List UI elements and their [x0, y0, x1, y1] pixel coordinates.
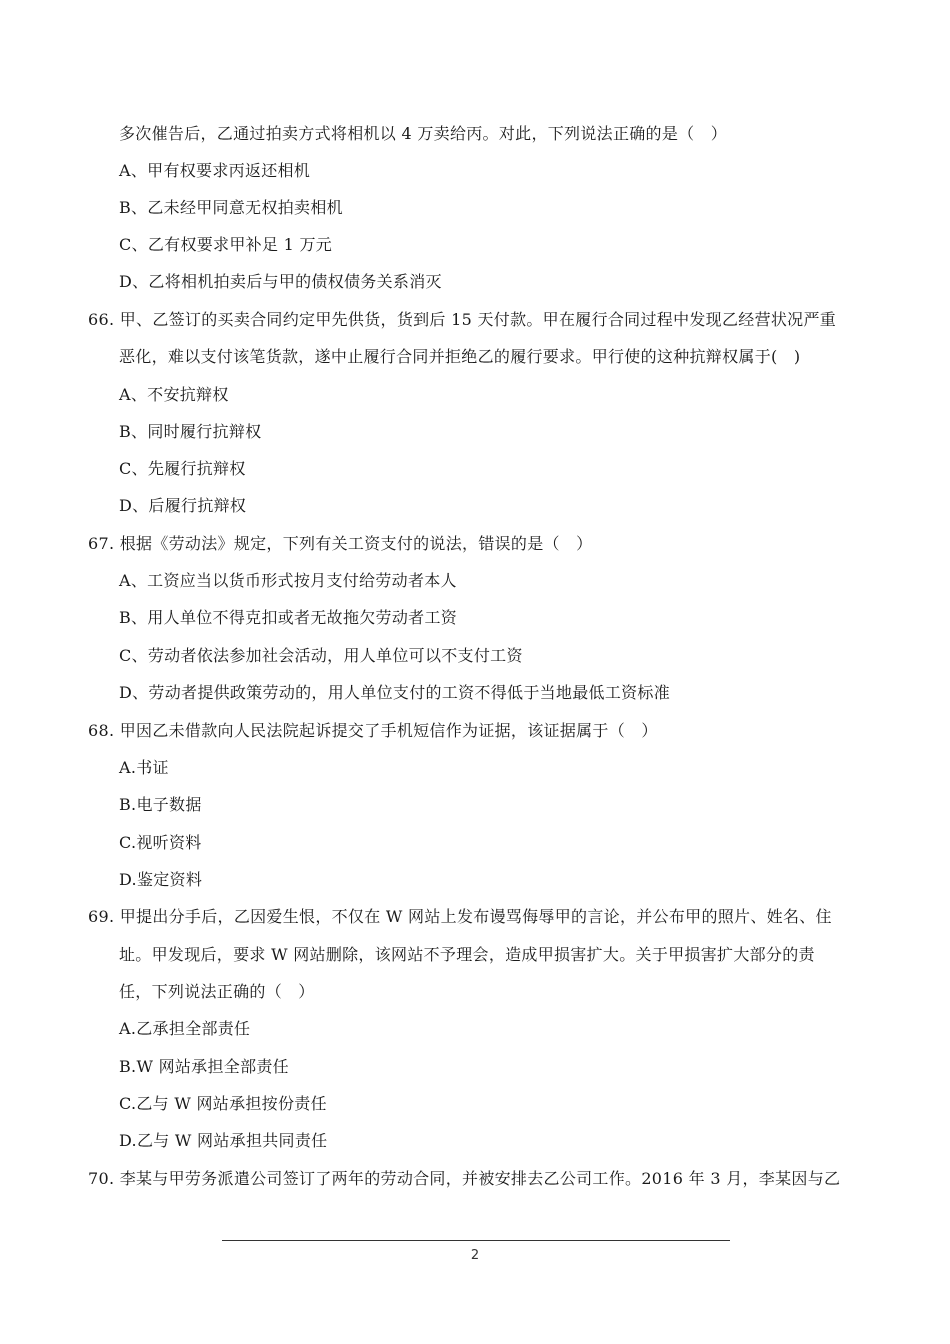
q68-option-d: D.鉴定资料 [119, 870, 203, 889]
question-69-stem-cont-1: 址。甲发现后，要求 W 网站删除，该网站不予理会，造成甲损害扩大。关于甲损害扩大部分的责 [119, 945, 815, 964]
q65-option-a: A、甲有权要求丙返还相机 [119, 161, 311, 180]
q69-option-a: A.乙承担全部责任 [119, 1019, 251, 1038]
q66-option-b: B、同时履行抗辩权 [119, 422, 262, 441]
question-67-stem: 67. 根据《劳动法》规定，下列有关工资支付的说法，错误的是（ ） [88, 534, 593, 553]
question-69-stem: 69. 甲提出分手后，乙因爱生恨，不仅在 W 网站上发布谩骂侮辱甲的言论，并公布甲的照片、姓名、住 [88, 907, 832, 926]
q68-option-a: A.书证 [119, 758, 169, 777]
q69-option-c: C.乙与 W 网站承担按份责任 [119, 1094, 327, 1113]
q67-option-c: C、劳动者依法参加社会活动，用人单位可以不支付工资 [119, 646, 523, 665]
question-69-stem-cont-2: 任，下列说法正确的（ ） [119, 982, 315, 1001]
page-number: 2 [470, 1248, 480, 1263]
q68-option-b: B.电子数据 [119, 795, 202, 814]
question-66-stem: 66. 甲、乙签订的买卖合同约定甲先供货，货到后 15 天付款。甲在履行合同过程中发现乙经营状况严重 [88, 310, 837, 329]
question-68-stem: 68. 甲因乙未借款向人民法院起诉提交了手机短信作为证据，该证据属于（ ） [88, 721, 658, 740]
q66-option-a: A、不安抗辩权 [119, 385, 229, 404]
q68-option-c: C.视听资料 [119, 833, 202, 852]
question-70-stem: 70. 李某与甲劳务派遣公司签订了两年的劳动合同，并被安排去乙公司工作。2016 年 3 月，李某因与乙 [88, 1169, 841, 1188]
q69-option-d: D.乙与 W 网站承担共同责任 [119, 1131, 328, 1150]
q69-option-b: B.W 网站承担全部责任 [119, 1057, 289, 1076]
q67-option-d: D、劳动者提供政策劳动的，用人单位支付的工资不得低于当地最低工资标准 [119, 683, 671, 702]
question-65-continuation: 多次催告后，乙通过拍卖方式将相机以 4 万卖给丙。对此，下列说法正确的是（ ） [119, 124, 728, 143]
q65-option-b: B、乙未经甲同意无权拍卖相机 [119, 198, 343, 217]
footer-divider [222, 1240, 730, 1241]
q67-option-a: A、工资应当以货币形式按月支付给劳动者本人 [119, 571, 457, 590]
q65-option-c: C、乙有权要求甲补足 1 万元 [119, 235, 333, 254]
q66-option-c: C、先履行抗辩权 [119, 459, 246, 478]
q66-option-d: D、后履行抗辩权 [119, 496, 247, 515]
question-66-stem-cont: 恶化，难以支付该笔货款，遂中止履行合同并拒绝乙的履行要求。甲行使的这种抗辩权属于( ) [119, 347, 801, 366]
q65-option-d: D、乙将相机拍卖后与甲的债权债务关系消灭 [119, 272, 442, 291]
q67-option-b: B、用人单位不得克扣或者无故拖欠劳动者工资 [119, 608, 458, 627]
